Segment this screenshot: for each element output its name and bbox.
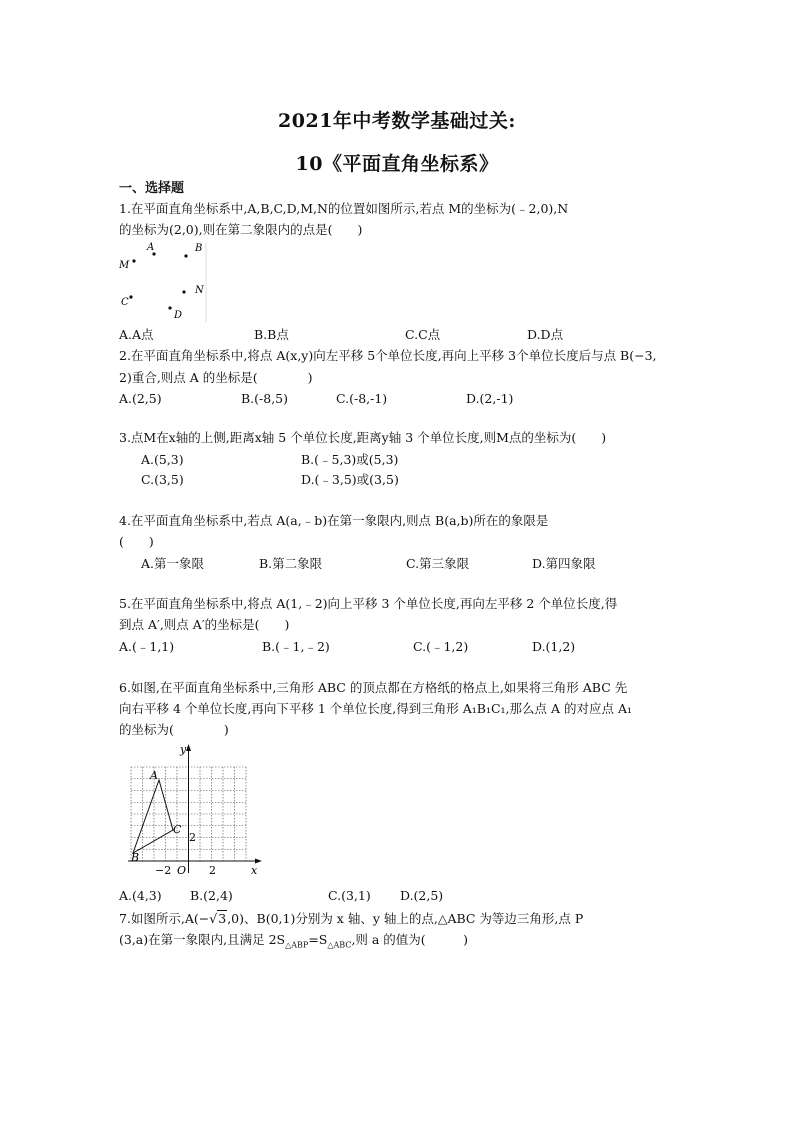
q6-label-origin: O — [177, 864, 187, 877]
q2-option-a: A.(2,5) — [119, 391, 162, 406]
q6-label-c: C — [173, 823, 182, 836]
q6-tick-2-y: 2 — [189, 831, 196, 844]
q2-option-d: D.(2,-1) — [466, 391, 514, 406]
q6-option-d: D.(2,5) — [400, 888, 444, 903]
q5-option-b: B.(﹣1,﹣2) — [262, 639, 330, 654]
q1-option-c: C.C点 — [405, 327, 441, 342]
q6-grid-figure — [126, 740, 266, 880]
q4-option-b: B.第二象限 — [259, 556, 323, 571]
q7-sqrt — [209, 911, 227, 927]
q5-option-a: A.(﹣1,1) — [119, 639, 175, 654]
q5-option-c: C.(﹣1,2) — [413, 639, 469, 654]
q6-tick-neg2-x: −2 — [155, 864, 172, 877]
q7-line-2-start: (3,a)在第一象限内,且满足 2S — [119, 932, 286, 947]
q7-line-2 — [119, 932, 468, 954]
q1-label-b: B — [195, 243, 203, 254]
q3-option-b: B.(﹣5,3)或(5,3) — [301, 452, 399, 467]
q3-option-c: C.(3,5) — [141, 472, 184, 487]
q1-label-c: C — [121, 297, 129, 308]
q7-sqrt-arg: 3 — [218, 911, 227, 926]
q6-label-y: y — [180, 743, 187, 756]
q5-line-2: 到点 A′,则点 A′的坐标是( ) — [119, 617, 290, 632]
q1-label-a: A — [147, 242, 155, 253]
q2-option-c: C.(-8,-1) — [336, 391, 388, 406]
title-line-1: 2021年中考数学基础过关: — [278, 110, 516, 132]
q3-option-d: D.(﹣3,5)或(3,5) — [301, 472, 399, 487]
q5-option-d: D.(1,2) — [532, 639, 576, 654]
q2-line-1: 2.在平面直角坐标系中,将点 A(x,y)向左平移 5个单位长度,再向上平移 3个单位长度后与点 B(−3, — [119, 348, 657, 363]
q6-line-2: 向右平移 4 个单位长度,再向下平移 1 个单位长度,得到三角形 A₁B₁C₁,那么点 A 的对应点 A₁ — [119, 701, 632, 716]
q6-tick-2-x: 2 — [209, 864, 216, 877]
section-heading: 一、选择题 — [119, 181, 185, 196]
q1-line-2: 的坐标为(2,0),则在第二象限内的点是( ) — [119, 222, 363, 237]
q4-option-a: A.第一象限 — [141, 556, 205, 571]
q2-option-b: B.(-8,5) — [241, 391, 289, 406]
q6-label-x: x — [251, 864, 258, 877]
q7-line-2-end: ,则 a 的值为( ) — [351, 932, 469, 947]
q4-line-2: ( ) — [119, 534, 154, 549]
q6-option-a: A.(4,3) — [119, 888, 162, 903]
q1-line-1: 1.在平面直角坐标系中,A,B,C,D,M,N的位置如图所示,若点 M的坐标为(﹣2,0),N — [119, 201, 569, 216]
q1-point-figure — [118, 240, 210, 324]
q6-line-1: 6.如图,在平面直角坐标系中,三角形 ABC 的顶点都在方格纸的格点上,如果将三角形 ABC 先 — [119, 680, 628, 695]
q7-subscript-abp: △ABP — [285, 940, 309, 950]
q4-line-1: 4.在平面直角坐标系中,若点 A(a,﹣b)在第一象限内,则点 B(a,b)所在的象限是 — [119, 513, 549, 528]
q7-line-1 — [119, 911, 583, 927]
q1-label-d: D — [174, 310, 183, 321]
q1-option-a: A.A点 — [119, 327, 154, 342]
q5-line-1: 5.在平面直角坐标系中,将点 A(1,﹣2)向上平移 3 个单位长度,再向左平移 2 个单位长度,得 — [119, 596, 618, 611]
q3-option-a: A.(5,3) — [141, 452, 184, 467]
q1-label-n: N — [195, 285, 204, 296]
q6-line-3: 的坐标为( ) — [119, 722, 229, 737]
q7-line-1-start: 7.如图所示,A(− — [119, 911, 210, 926]
q7-line-1-end: ,0)、B(0,1)分别为 x 轴、y 轴上的点,△ABC 为等边三角形,点 P — [227, 911, 584, 926]
q4-option-c: C.第三象限 — [406, 556, 470, 571]
q1-option-d: D.D点 — [527, 327, 564, 342]
q4-option-d: D.第四象限 — [532, 556, 596, 571]
q7-line-2-mid: =S — [308, 932, 328, 947]
q6-option-c: C.(3,1) — [328, 888, 371, 903]
q3-line-1: 3.点M在x轴的上侧,距离x轴 5 个单位长度,距离y轴 3 个单位长度,则M点的坐标为( ) — [119, 430, 607, 445]
q6-label-b: B — [131, 851, 140, 864]
q6-option-b: B.(2,4) — [190, 888, 233, 903]
q1-label-m: M — [119, 260, 130, 271]
q1-option-b: B.B点 — [254, 327, 289, 342]
title-line-2: 10《平面直角坐标系》 — [295, 153, 499, 175]
q7-subscript-abc: △ABC — [327, 940, 352, 950]
q2-line-2: 2)重合,则点 A 的坐标是( ) — [119, 370, 313, 385]
q6-label-a: A — [150, 769, 158, 782]
sqrt-sign-icon: √ — [209, 911, 218, 926]
